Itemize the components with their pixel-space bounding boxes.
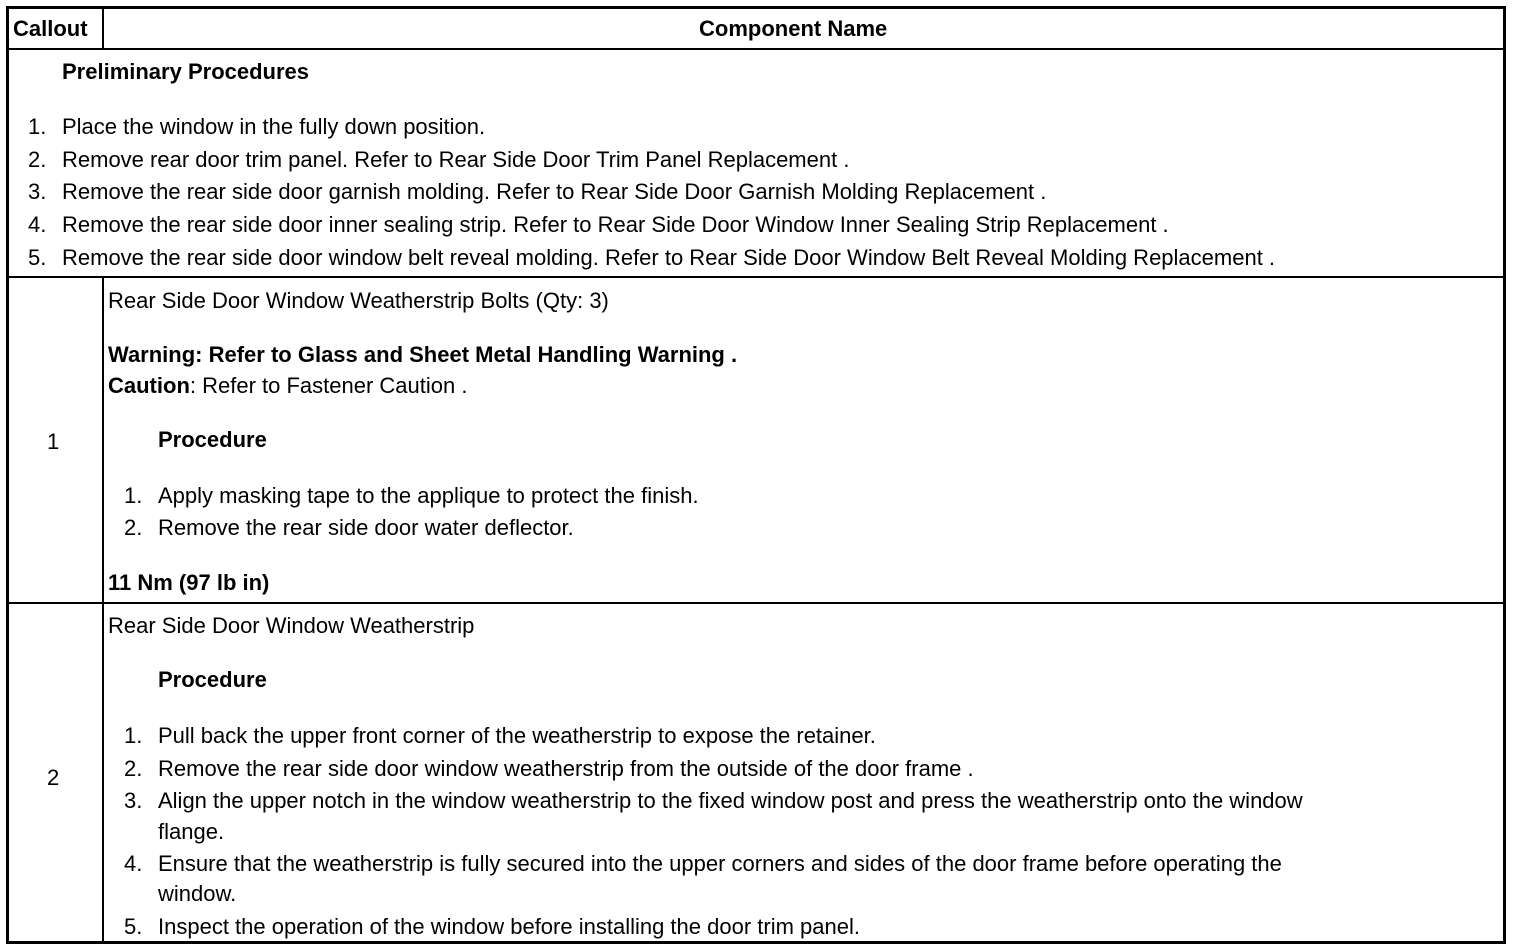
row-divider-2	[9, 602, 1503, 604]
header-divider	[9, 48, 1503, 50]
callout-1: 1	[47, 429, 60, 454]
item2-step: Inspect the operation of the window before installing the door trim panel.	[158, 914, 860, 939]
callout-2: 2	[47, 765, 60, 790]
item2-name: Rear Side Door Window Weatherstrip	[108, 613, 475, 638]
caution-text: : Refer to Fastener Caution .	[189, 373, 468, 398]
prelim-step-number: 3.	[28, 179, 47, 204]
prelim-step: Remove the rear side door garnish molding. Refer to Rear Side Door Garnish Molding Replacement .	[62, 179, 1047, 204]
item1-caution	[108, 373, 467, 399]
item2-step: Pull back the upper front corner of the weatherstrip to expose the retainer.	[158, 723, 876, 748]
row-divider-1	[9, 276, 1503, 278]
prelim-step-number: 5.	[28, 245, 47, 270]
item1-step: Remove the rear side door water deflector.	[158, 515, 574, 540]
prelim-step-number: 4.	[28, 212, 47, 237]
item1-step: Apply masking tape to the applique to protect the finish.	[158, 483, 699, 508]
caution-label: Caution	[108, 373, 190, 398]
item1-warning: Warning: Refer to Glass and Sheet Metal Handling Warning .	[108, 342, 738, 367]
header-component-name: Component Name	[699, 16, 888, 41]
item1-step-number: 2.	[124, 515, 143, 540]
prelim-step-number: 2.	[28, 147, 47, 172]
item2-step: Align the upper notch in the window weatherstrip to the fixed window post and press the weatherstrip onto the window	[158, 788, 1303, 813]
item2-procedure-title: Procedure	[158, 667, 267, 692]
header-column-divider	[102, 9, 104, 50]
item2-step: Remove the rear side door window weatherstrip from the outside of the door frame .	[158, 756, 974, 781]
item1-procedure-title: Procedure	[158, 427, 267, 452]
header-callout: Callout	[13, 16, 88, 41]
prelim-step-number: 1.	[28, 114, 47, 139]
item2-step-continued: flange.	[158, 819, 225, 844]
component-table	[6, 6, 1506, 944]
prelim-step: Place the window in the fully down position.	[62, 114, 486, 139]
preliminary-title: Preliminary Procedures	[62, 59, 310, 84]
item2-step-number: 1.	[124, 723, 143, 748]
item2-step: Ensure that the weatherstrip is fully secured into the upper corners and sides of the door frame before operating the	[158, 851, 1282, 876]
item2-step-number: 2.	[124, 756, 143, 781]
item2-step-number: 4.	[124, 851, 143, 876]
item2-step-continued: window.	[158, 881, 237, 906]
item1-step-number: 1.	[124, 483, 143, 508]
prelim-step: Remove the rear side door inner sealing strip. Refer to Rear Side Door Window Inner Sealing Strip Replacement .	[62, 212, 1169, 237]
item1-torque: 11 Nm (97 lb in)	[108, 570, 270, 595]
prelim-step: Remove the rear side door window belt reveal molding. Refer to Rear Side Door Window Belt Reveal Molding Replacement .	[62, 245, 1276, 270]
item2-step-number: 3.	[124, 788, 143, 813]
column-divider	[102, 277, 104, 941]
item1-name: Rear Side Door Window Weatherstrip Bolts (Qty: 3)	[108, 288, 609, 313]
item2-step-number: 5.	[124, 914, 143, 939]
prelim-step: Remove rear door trim panel. Refer to Rear Side Door Trim Panel Replacement .	[62, 147, 850, 172]
